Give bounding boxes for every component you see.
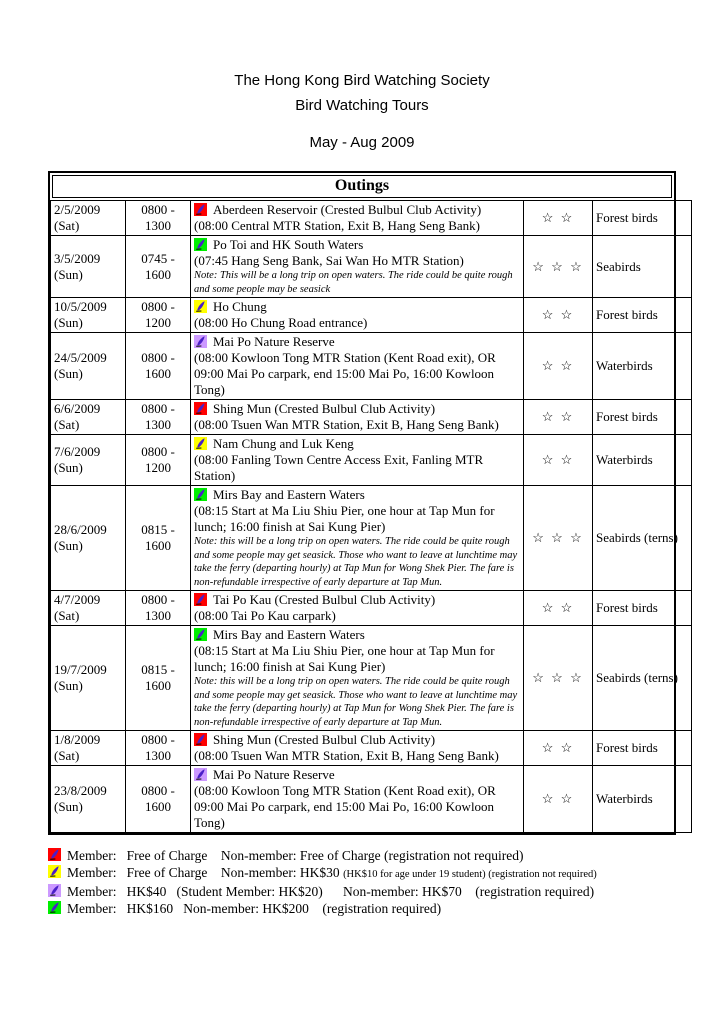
- outing-date: 1/8/2009: [54, 732, 101, 747]
- difficulty-cell: [524, 435, 593, 486]
- outing-meeting-details: (08:15 Start at Ma Liu Shiu Pier, one hour at Tap Mun for lunch; 16:00 finish at Sai Kung Pier): [194, 643, 495, 674]
- legend-item: [48, 847, 724, 864]
- date-cell: [51, 486, 126, 591]
- difficulty-stars: ☆ ☆: [541, 358, 575, 373]
- bird-type-cell: [593, 236, 692, 298]
- outing-row: [51, 435, 692, 486]
- outing-start-time: 0800 -: [141, 350, 175, 365]
- outing-date: 19/7/2009: [54, 662, 107, 677]
- outing-weekday: (Sun): [54, 678, 83, 693]
- outing-title-line: [194, 767, 520, 783]
- outing-start-time: 0800 -: [141, 732, 175, 747]
- fee-category-bird-icon: [194, 238, 207, 251]
- bird-type-cell: [593, 333, 692, 400]
- description-cell: [191, 731, 524, 766]
- legend-item: [48, 900, 724, 917]
- outing-meeting-details: (08:00 Tsuen Wan MTR Station, Exit B, Hang Seng Bank): [194, 417, 499, 432]
- description-cell: [191, 435, 524, 486]
- legend-fee-text: Member: Free of Charge Non-member: HK$30: [67, 865, 344, 880]
- outing-title-line: [194, 334, 520, 350]
- outing-row: [51, 486, 692, 591]
- date-cell: [51, 400, 126, 435]
- outing-meeting-details: (08:00 Central MTR Station, Exit B, Hang Seng Bank): [194, 218, 480, 233]
- outing-end-time: 1300: [145, 748, 171, 763]
- outing-meeting-details: (07:45 Hang Seng Bank, Sai Wan Ho MTR Station): [194, 253, 464, 268]
- difficulty-stars: ☆ ☆ ☆: [532, 258, 584, 274]
- date-cell: [51, 201, 126, 236]
- difficulty-cell: [524, 400, 593, 435]
- outing-title: Aberdeen Reservoir (Crested Bulbul Club Activity): [213, 202, 482, 217]
- outing-title-line: [194, 299, 520, 315]
- description-cell: [191, 591, 524, 626]
- outing-note: Note: This will be a long trip on open waters. The ride could be quite rough and some people may be seasick: [194, 270, 513, 295]
- outing-end-time: 1300: [145, 608, 171, 623]
- outing-row: [51, 236, 692, 298]
- description-cell: [191, 766, 524, 833]
- outing-date: 23/8/2009: [54, 783, 107, 798]
- description-cell: [191, 298, 524, 333]
- legend-text: [67, 864, 597, 883]
- outing-end-time: 1600: [145, 266, 171, 282]
- outing-meeting-details: (08:00 Tsuen Wan MTR Station, Exit B, Hang Seng Bank): [194, 748, 499, 763]
- outing-row: [51, 201, 692, 236]
- fee-category-bird-icon: [194, 437, 207, 450]
- outing-date: 24/5/2009: [54, 350, 107, 365]
- bird-type-cell: [593, 766, 692, 833]
- outing-end-time: 1300: [145, 218, 171, 233]
- time-cell: [126, 435, 191, 486]
- difficulty-stars: ☆ ☆: [541, 409, 575, 424]
- outing-meeting-details: (08:00 Kowloon Tong MTR Station (Kent Road exit), OR 09:00 Mai Po carpark, end 15:00 Mai Po, 16:00 Kowloon Tong): [194, 783, 496, 830]
- target-bird-type: Waterbirds: [596, 358, 653, 373]
- fee-category-bird-icon: [194, 335, 207, 348]
- date-cell: [51, 626, 126, 731]
- outing-start-time: 0745 -: [141, 250, 175, 266]
- outing-note: Note: this will be a long trip on open waters. The ride could be quite rough and some people may get seasick. Those who want to leave at lunchtime may take the ferry (departing hourly) at Tap Mun for Wong Shek Pier. The fare is non-refundable irrespective of early departure at Tap Mun.: [194, 536, 518, 588]
- difficulty-stars: ☆ ☆ ☆: [532, 530, 584, 545]
- document-subtitle: Bird Watching Tours: [295, 97, 429, 114]
- difficulty-stars: ☆ ☆: [541, 210, 575, 225]
- outing-meeting-details: (08:00 Kowloon Tong MTR Station (Kent Road exit), OR 09:00 Mai Po carpark, end 15:00 Mai Po, 16:00 Kowloon Tong): [194, 350, 496, 397]
- legend-fee-text: Member: HK$160 Non-member: HK$200 (registration required): [67, 901, 442, 916]
- outing-start-time: 0800 -: [141, 783, 175, 798]
- time-cell: [126, 591, 191, 626]
- bird-type-cell: [593, 435, 692, 486]
- difficulty-cell: [524, 486, 593, 591]
- difficulty-cell: [524, 333, 593, 400]
- target-bird-type: Forest birds: [596, 740, 658, 755]
- outing-row: [51, 333, 692, 400]
- date-cell: [51, 236, 126, 298]
- difficulty-stars: ☆ ☆: [541, 452, 575, 467]
- difficulty-stars: ☆ ☆: [541, 740, 575, 755]
- outings-table-body: [51, 201, 692, 833]
- outing-weekday: (Sun): [54, 460, 83, 475]
- outing-title-line: [194, 627, 520, 643]
- outing-title-line: [194, 436, 520, 452]
- outing-weekday: (Sat): [54, 748, 80, 763]
- date-cell: [51, 435, 126, 486]
- outing-title: Mai Po Nature Reserve: [213, 334, 335, 349]
- target-bird-type: Waterbirds: [596, 452, 653, 467]
- outing-title-line: [194, 237, 520, 253]
- outing-weekday: (Sat): [54, 218, 80, 233]
- outing-row: [51, 591, 692, 626]
- outing-weekday: (Sun): [54, 538, 83, 553]
- outing-weekday: (Sun): [54, 315, 83, 330]
- time-cell: [126, 201, 191, 236]
- outing-title: Shing Mun (Crested Bulbul Club Activity): [213, 732, 436, 747]
- description-cell: [191, 333, 524, 400]
- date-cell: [51, 731, 126, 766]
- outing-start-time: 0815 -: [141, 662, 175, 677]
- target-bird-type: Forest birds: [596, 600, 658, 615]
- description-cell: [191, 236, 524, 298]
- outing-end-time: 1300: [145, 417, 171, 432]
- outings-table-frame: [48, 171, 676, 835]
- fee-category-bird-icon: [194, 488, 207, 501]
- outing-meeting-details: (08:15 Start at Ma Liu Shiu Pier, one hour at Tap Mun for lunch; 16:00 finish at Sai Kung Pier): [194, 503, 495, 534]
- legend-fee-fine-print: (HK$10 for age under 19 student) (registration not required): [343, 869, 597, 880]
- fee-category-bird-icon: [194, 300, 207, 313]
- time-cell: [126, 626, 191, 731]
- difficulty-cell: [524, 236, 593, 298]
- society-title: The Hong Kong Bird Watching Society: [234, 72, 490, 89]
- time-cell: [126, 766, 191, 833]
- outing-note: Note: this will be a long trip on open waters. The ride could be quite rough and some people may get seasick. Those who want to leave at lunchtime may take the ferry (departing hourly) at Tap Mun for Wong Shek Pier. The fare is non-refundable irrespective of early departure at Tap Mun.: [194, 676, 518, 728]
- description-cell: [191, 400, 524, 435]
- outing-end-time: 1200: [145, 460, 171, 475]
- outing-title-line: [194, 487, 520, 503]
- outing-meeting-details: (08:00 Fanling Town Centre Access Exit, Fanling MTR Station): [194, 452, 484, 483]
- fee-category-bird-icon: [194, 203, 207, 216]
- fee-category-bird-icon: [194, 733, 207, 746]
- fee-category-bird-icon: [194, 628, 207, 641]
- outing-row: [51, 731, 692, 766]
- outing-date: 28/6/2009: [54, 522, 107, 537]
- outing-title: Tai Po Kau (Crested Bulbul Club Activity): [213, 592, 436, 607]
- legend-text: [67, 847, 523, 864]
- outing-title: Mai Po Nature Reserve: [213, 767, 335, 782]
- outings-table: [50, 200, 692, 833]
- target-bird-type: Seabirds (terns): [596, 670, 678, 685]
- difficulty-cell: [524, 298, 593, 333]
- outing-date: 4/7/2009: [54, 592, 101, 607]
- time-cell: [126, 486, 191, 591]
- document-header: [0, 0, 724, 151]
- outing-end-time: 1600: [145, 538, 171, 553]
- outing-end-time: 1600: [145, 678, 171, 693]
- outing-date: 3/5/2009: [54, 250, 101, 266]
- time-cell: [126, 731, 191, 766]
- outing-weekday: (Sat): [54, 417, 80, 432]
- fee-category-bird-icon: [194, 593, 207, 606]
- bird-type-cell: [593, 486, 692, 591]
- legend-text: [67, 883, 594, 900]
- bird-type-cell: [593, 201, 692, 236]
- bird-type-cell: [593, 591, 692, 626]
- legend-fee-text: Member: Free of Charge Non-member: Free of Charge (registration not required): [67, 848, 524, 863]
- outing-title: Po Toi and HK South Waters: [213, 237, 364, 252]
- outing-start-time: 0800 -: [141, 202, 175, 217]
- date-cell: [51, 766, 126, 833]
- date-cell: [51, 298, 126, 333]
- description-cell: [191, 486, 524, 591]
- target-bird-type: Forest birds: [596, 210, 658, 225]
- difficulty-cell: [524, 766, 593, 833]
- fee-category-bird-icon: [194, 768, 207, 781]
- difficulty-cell: [524, 626, 593, 731]
- target-bird-type: Forest birds: [596, 409, 658, 424]
- bird-type-cell: [593, 626, 692, 731]
- difficulty-cell: [524, 731, 593, 766]
- time-cell: [126, 236, 191, 298]
- outing-start-time: 0800 -: [141, 444, 175, 459]
- legend-fee-text: Member: HK$40 (Student Member: HK$20) Non-member: HK$70 (registration required): [67, 884, 595, 899]
- outing-row: [51, 626, 692, 731]
- bird-type-cell: [593, 400, 692, 435]
- outing-title: Mirs Bay and Eastern Waters: [213, 487, 365, 502]
- bird-type-cell: [593, 298, 692, 333]
- outing-row: [51, 766, 692, 833]
- outing-date: 6/6/2009: [54, 401, 101, 416]
- outing-start-time: 0815 -: [141, 522, 175, 537]
- outing-start-time: 0800 -: [141, 592, 175, 607]
- legend-item: [48, 864, 724, 883]
- outing-title-line: [194, 732, 520, 748]
- difficulty-stars: ☆ ☆: [541, 307, 575, 322]
- outing-title-line: [194, 592, 520, 608]
- target-bird-type: Forest birds: [596, 307, 658, 322]
- outing-date: 10/5/2009: [54, 299, 107, 314]
- description-cell: [191, 626, 524, 731]
- outing-end-time: 1600: [145, 366, 171, 381]
- fee-category-bird-icon: [48, 901, 61, 914]
- date-cell: [51, 591, 126, 626]
- difficulty-stars: ☆ ☆: [541, 600, 575, 615]
- fee-legend: [48, 847, 724, 917]
- outing-date: 2/5/2009: [54, 202, 101, 217]
- outing-row: [51, 298, 692, 333]
- time-cell: [126, 400, 191, 435]
- legend-text: [67, 900, 441, 917]
- outings-table-title: Outings: [52, 175, 672, 198]
- target-bird-type: Seabirds: [596, 258, 641, 274]
- difficulty-stars: ☆ ☆: [541, 791, 575, 806]
- legend-item: [48, 883, 724, 900]
- outing-row: [51, 400, 692, 435]
- outing-weekday: (Sun): [54, 799, 83, 814]
- time-cell: [126, 333, 191, 400]
- outing-title: Shing Mun (Crested Bulbul Club Activity): [213, 401, 436, 416]
- outing-start-time: 0800 -: [141, 299, 175, 314]
- outing-date: 7/6/2009: [54, 444, 101, 459]
- target-bird-type: Seabirds (terns): [596, 530, 678, 545]
- bird-type-cell: [593, 731, 692, 766]
- outing-meeting-details: (08:00 Tai Po Kau carpark): [194, 608, 336, 623]
- outing-end-time: 1200: [145, 315, 171, 330]
- difficulty-cell: [524, 591, 593, 626]
- outing-meeting-details: (08:00 Ho Chung Road entrance): [194, 315, 368, 330]
- outing-weekday: (Sat): [54, 608, 80, 623]
- outing-start-time: 0800 -: [141, 401, 175, 416]
- outing-title: Nam Chung and Luk Keng: [213, 436, 354, 451]
- outing-weekday: (Sun): [54, 266, 83, 282]
- difficulty-stars: ☆ ☆ ☆: [532, 670, 584, 685]
- outing-title: Mirs Bay and Eastern Waters: [213, 627, 365, 642]
- outing-title-line: [194, 401, 520, 417]
- description-cell: [191, 201, 524, 236]
- time-cell: [126, 298, 191, 333]
- outing-title-line: [194, 202, 520, 218]
- outing-weekday: (Sun): [54, 366, 83, 381]
- target-bird-type: Waterbirds: [596, 791, 653, 806]
- outing-title: Ho Chung: [213, 299, 267, 314]
- date-range: May - Aug 2009: [309, 134, 415, 151]
- fee-category-bird-icon: [194, 402, 207, 415]
- date-cell: [51, 333, 126, 400]
- outing-end-time: 1600: [145, 799, 171, 814]
- difficulty-cell: [524, 201, 593, 236]
